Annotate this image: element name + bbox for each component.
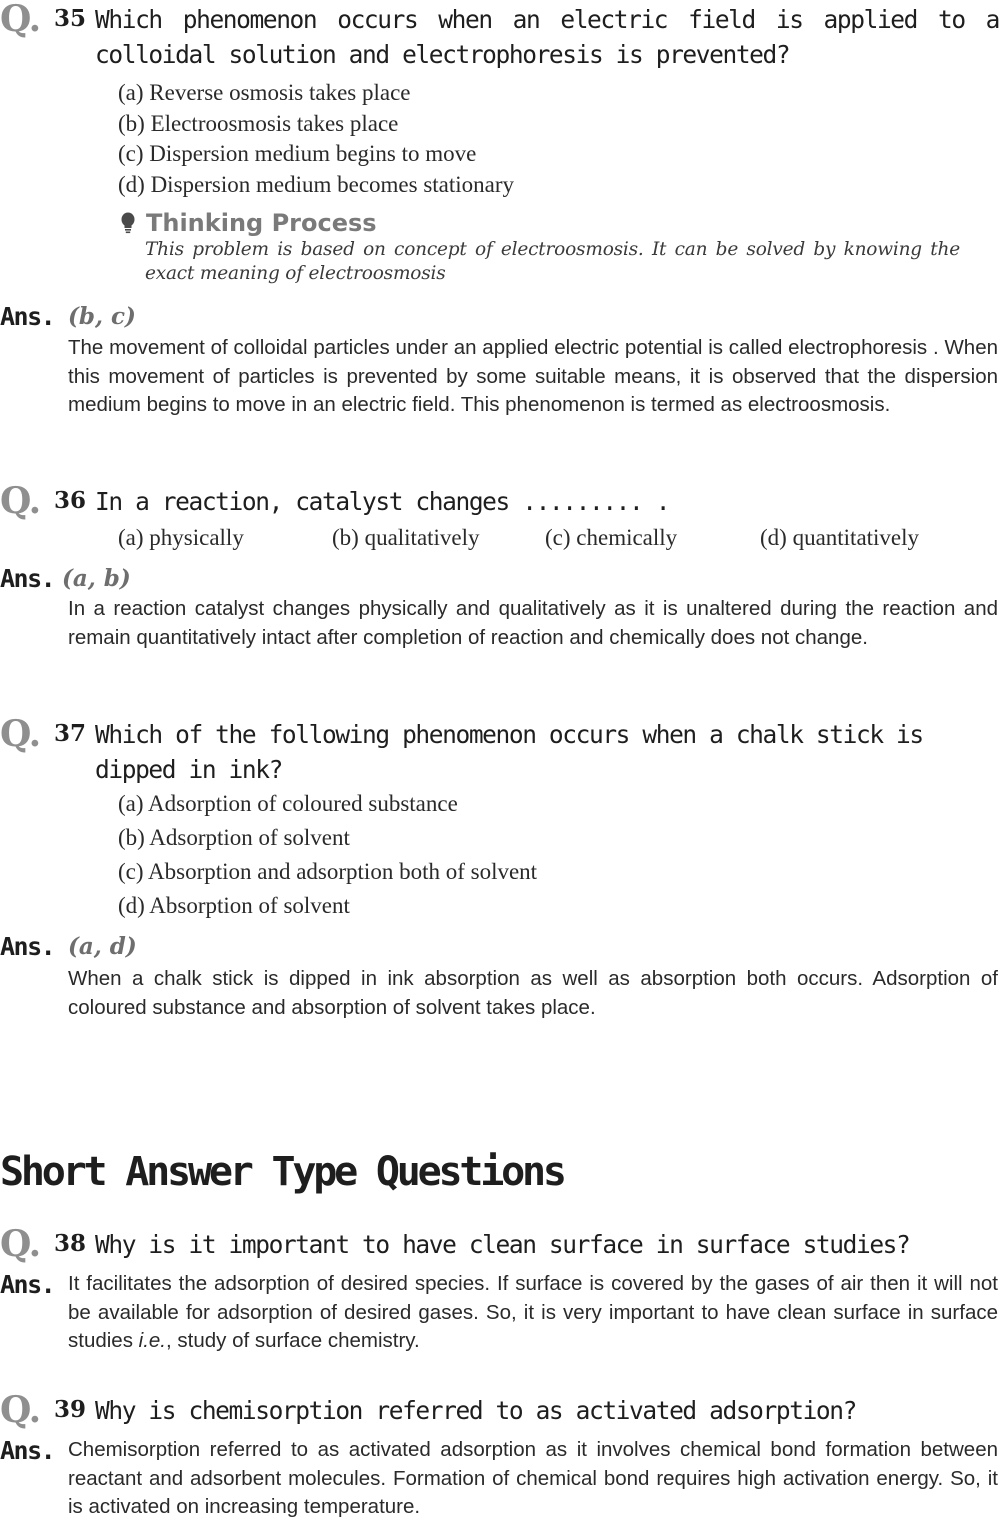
question-text: Why is it important to have clean surface in surface studies? <box>95 1230 910 1259</box>
option-c: (c) Absorption and adsorption both of solvent <box>118 859 538 884</box>
question-35 <box>0 2 999 200</box>
question-38 <box>0 1223 999 1265</box>
options-row <box>118 525 999 551</box>
question-header <box>0 2 999 72</box>
options-list <box>118 787 999 923</box>
option-b: (b) qualitatively <box>332 525 480 550</box>
answer-ie: i.e. <box>138 1329 167 1352</box>
section-title: Short Answer Type Questions <box>0 1149 564 1195</box>
option-d: (d) quantitatively <box>760 525 920 550</box>
answer-key: (a, d) <box>68 933 137 960</box>
lightbulb-icon <box>120 212 136 234</box>
question-number: 36 <box>54 487 87 514</box>
answer-text: When a chalk stick is dipped in ink absorption as well as absorption both occurs. Adsorption of coloured substance and absorption of solvent takes place. <box>68 967 998 1019</box>
answer-label: Ans. <box>0 1270 55 1299</box>
answer-label: Ans. <box>0 932 55 961</box>
option-d: (d) Absorption of solvent <box>118 893 350 918</box>
option-a: (a) Adsorption of coloured substance <box>118 791 458 816</box>
answer-text: The movement of colloidal particles under an applied electric potential is called electrophoresis . When this movement of particles is prevented by some suitable means, it is observed that the dispersion medium begins to move in an electric field. This phenomenon is termed as electroosmosis. <box>68 336 998 416</box>
answer-text-part: It facilitates the adsorption of desired species. If surface is covered by the gases of air then it will not be available for adsorption of desired gases. So, it is very important to have clean surface in surface studies <box>68 1272 998 1352</box>
question-39 <box>0 1389 999 1431</box>
thinking-title: Thinking Process <box>146 209 377 237</box>
answer-label: Ans. <box>0 564 55 593</box>
question-37 <box>0 713 999 923</box>
question-header <box>0 480 999 522</box>
question-text: Which phenomenon occurs when an electric field is applied to a colloidal solution and electrophoresis is prevented? <box>95 5 999 69</box>
question-header <box>0 1389 999 1431</box>
answer-label: Ans. <box>0 302 55 331</box>
answer-key: (a, b) <box>62 565 131 592</box>
question-mark: Q. <box>0 713 41 755</box>
question-number: 35 <box>54 5 87 32</box>
answer-text <box>68 1270 998 1356</box>
question-header <box>0 713 999 787</box>
answer-label: Ans. <box>0 1436 55 1465</box>
question-text: In a reaction, catalyst changes ......... . <box>95 487 670 516</box>
question-36 <box>0 480 999 551</box>
answer-text: In a reaction catalyst changes physically and qualitatively as it is unaltered during the reaction and remain quantitatively intact after completion of reaction and chemically does not change. <box>68 597 998 649</box>
question-number: 39 <box>54 1396 87 1423</box>
question-mark: Q. <box>0 1223 41 1265</box>
question-mark: Q. <box>0 1389 41 1431</box>
option-d: (d) Dispersion medium becomes stationary <box>118 171 515 197</box>
answer-key: (b, c) <box>68 303 136 330</box>
option-c: (c) chemically <box>545 525 678 550</box>
thinking-text: This problem is based on concept of electroosmosis. It can be solved by knowing the exact meaning of electroosmosis <box>145 239 960 284</box>
answer-text: Chemisorption referred to as activated adsorption as it involves chemical bond formation between reactant and adsorbent molecules. Formation of chemical bond requires high activation energy. So, it is activated on increasing temperature. <box>68 1438 998 1518</box>
question-text: Why is chemisorption referred to as activated adsorption? <box>95 1396 856 1425</box>
question-mark: Q. <box>0 0 41 40</box>
option-b: (b) Electroosmosis takes place <box>118 110 399 136</box>
option-a: (a) Reverse osmosis takes place <box>118 80 411 105</box>
option-c: (c) Dispersion medium begins to move <box>118 141 477 166</box>
question-mark: Q. <box>0 480 41 522</box>
thinking-process <box>120 208 960 286</box>
question-number: 38 <box>54 1230 87 1257</box>
question-text: Which of the following phenomenon occurs when a chalk stick is dipped in ink? <box>95 720 923 784</box>
answer-text-part: , study of surface chemistry. <box>166 1329 420 1352</box>
option-b: (b) Adsorption of solvent <box>118 825 350 850</box>
options-list <box>118 78 999 200</box>
question-header <box>0 1223 999 1265</box>
option-a: (a) physically <box>118 525 244 550</box>
question-number: 37 <box>54 720 87 747</box>
